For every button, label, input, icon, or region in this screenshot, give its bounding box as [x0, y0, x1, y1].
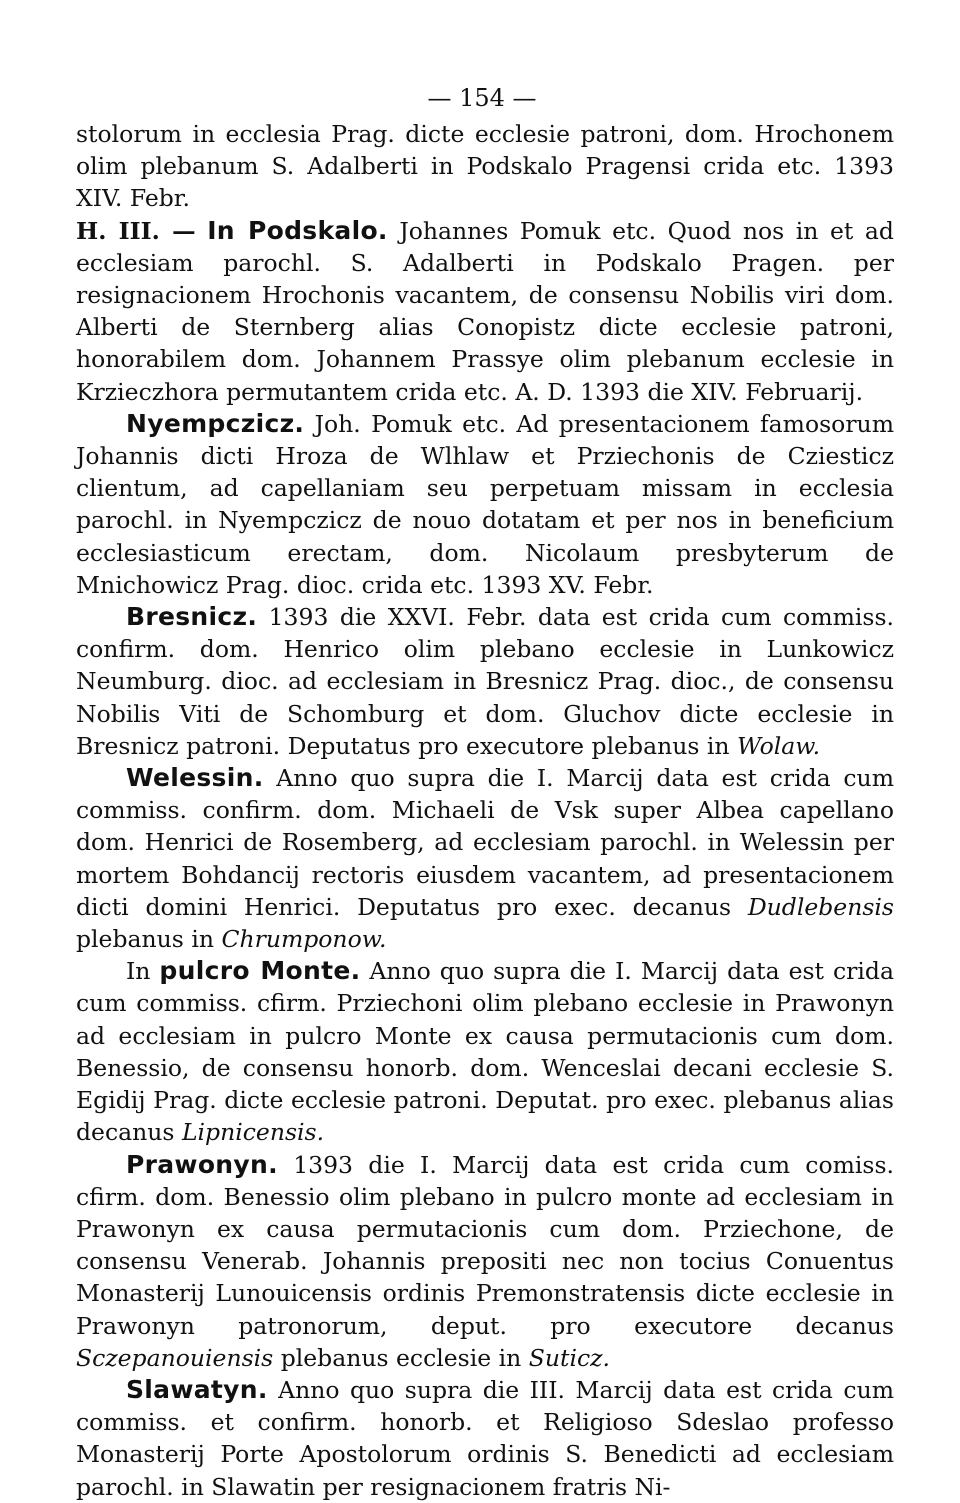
entry-italic-mid: Sczepanouiensis [76, 1343, 274, 1372]
entry-heading: Bresnicz. [126, 602, 258, 632]
entry-heading: In Podskalo. [207, 215, 388, 245]
entry-welessin [76, 762, 894, 955]
entry-prefix: H. III. — [76, 216, 196, 245]
entry-podskalo [76, 215, 894, 408]
entry-prefix: In [126, 957, 151, 986]
entry-text: Anno quo supra die I. Marcij data est crida cum commiss. confirm. dom. Michaeli de Vsk super Albea capellano dom. Henrici de Rosemberg, ad ecclesiam parochl. in Welessin per mortem Bohdancij rectoris eiusdem vacantem, ad presentacionem dicti domini Henrici. Deputatus pro exec. decanus [76, 764, 894, 921]
entry-text: 1393 die I. Marcij data est crida cum comiss. cfirm. dom. Benessio olim plebano in pulcro monte ad ecclesiam in Prawonyn ex causa permutacionis cum dom. Prziechone, de consensu Venerab. Johannis prepositi nec non tocius Conuentus Monasterij Lunouicensis ordinis Premonstratensis dicte ecclesie in Prawonyn patronorum, deput. pro executore decanus [76, 1150, 894, 1340]
entry-pulcro-monte [76, 955, 894, 1148]
entry-text-after-mid: plebanus ecclesie in [280, 1343, 522, 1372]
entry-heading: Welessin. [126, 763, 264, 793]
entry-text: Joh. Pomuk etc. Ad presentacionem famosorum Johannis dicti Hroza de Wlhlaw et Prziechonis de Cziesticz clientum, ad capellaniam seu perpetuam missam in ecclesia parochl. in Nyempczicz de nouo dotatam et per nos in beneficium ecclesiasticum erectam, dom. Nicolaum presbyterum de Mnichowicz Prag. dioc. crida etc. 1393 XV. Febr. [76, 409, 894, 599]
entry-text: 1393 die XXVI. Febr. data est crida cum commiss. confirm. dom. Henrico olim plebano ecclesie in Lunkowicz Neumburg. dioc. ad ecclesiam in Bresnicz Prag. dioc., de consensu Nobilis Viti de Schomburg et dom. Gluchov dicte ecclesie in Bresnicz patroni. Deputatus pro executore plebanus in [76, 603, 894, 760]
entry-heading: pulcro Monte. [159, 956, 361, 986]
entry-italic-tail: Suticz. [528, 1343, 610, 1372]
entry-italic-tail: Chrumponow. [221, 925, 387, 954]
entry-heading: Nyempczicz. [126, 408, 305, 438]
entry-italic-tail: Lipnicensis. [181, 1118, 325, 1147]
entry-bresnicz [76, 601, 894, 762]
entry-slawatyn [76, 1374, 894, 1503]
entry-italic-tail: Wolaw. [737, 731, 821, 760]
entry-text-after-mid: plebanus in [76, 925, 214, 954]
entry-text: stolorum in ecclesia Prag. dicte ecclesie patroni, dom. Hrochonem olim plebanum S. Adalberti in Podskalo Pragensi crida etc. 1393 XIV. Febr. [76, 120, 894, 213]
entry-heading: Slawatyn. [126, 1374, 268, 1404]
entry-text: Anno quo supra die III. Marcij data est crida cum commiss. et confirm. honorb. et Religioso Sdeslao professo Monasterij Porte Apostolorum ordinis S. Benedicti ad ecclesiam parochl. in Slawatin per resignacionem fratris Ni- [76, 1375, 894, 1501]
page-number: — 154 — [427, 84, 537, 112]
document-page [76, 78, 894, 1503]
entry-heading: Prawonyn. [126, 1149, 278, 1179]
entry-continuation [76, 118, 894, 215]
entry-text: Anno quo supra die I. Marcij data est crida cum commiss. cfirm. Prziechoni olim plebano ecclesie in Prawonyn ad ecclesiam in pulcro Monte ex causa permutacionis cum dom. Benessio, de consensu honorb. dom. Wenceslai decani ecclesie S. Egidij Prag. dicte ecclesie patroni. Deputat. pro exec. plebanus alias decanus [76, 957, 894, 1147]
entry-prawonyn [76, 1149, 894, 1374]
entry-text: Johannes Pomuk etc. Quod nos in et ad ecclesiam parochl. S. Adalberti in Podskalo Pragen. per resignacionem Hrochonis vacantem, de consensu Nobilis viri dom. Alberti de Sternberg alias Conopistz dicte ecclesie patroni, honorabilem dom. Johannem Prassye olim plebanum ecclesie in Krzieczhora permutantem crida etc. A. D. 1393 die XIV. Februarij. [76, 216, 894, 406]
entry-italic-mid: Dudlebensis [747, 892, 894, 921]
entry-nyempczicz [76, 408, 894, 601]
